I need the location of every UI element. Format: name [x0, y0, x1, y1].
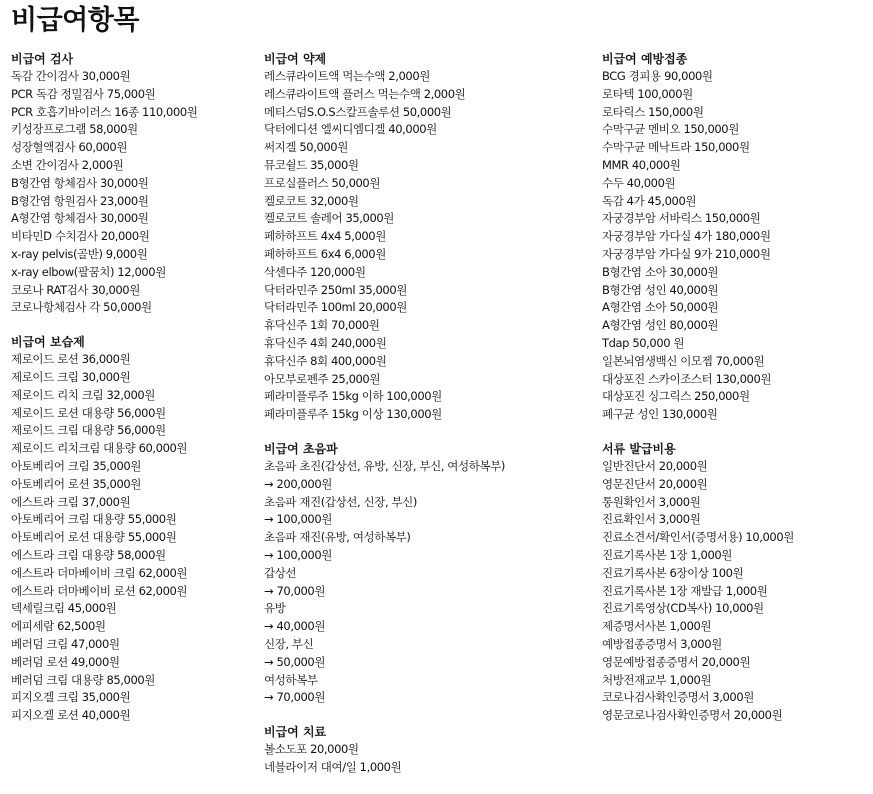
price-item: A형간염 성인 80,000원 — [602, 318, 719, 333]
price-item: → 70,000원 — [264, 690, 326, 705]
price-item: 레스큐라이트액 먹는수액 2,000원 — [264, 69, 430, 83]
price-item: 폐구균 성인 130,000원 — [602, 407, 718, 422]
price-item: 아토베리어 로션 대용량 55,000원 — [11, 530, 177, 545]
price-item: 에피세람 62,500원 — [11, 619, 106, 634]
price-item: 진료기록사본 1장 1,000원 — [602, 547, 733, 562]
price-item: 덱세릴크림 45,000원 — [11, 601, 117, 616]
price-item: 로타텍 100,000원 — [602, 86, 693, 101]
price-item: BCG 경피용 90,000원 — [602, 69, 713, 83]
price-item: 볼소도포 20,000원 — [264, 742, 359, 757]
price-item: 휴닥신주 1회 70,000원 — [264, 318, 380, 333]
price-item: 에스트라 크림 37,000원 — [11, 494, 131, 509]
price-item: 자궁경부암 서바릭스 150,000원 — [602, 211, 761, 226]
price-item: 켈로코트 32,000원 — [264, 193, 359, 208]
price-section — [602, 51, 870, 424]
price-item: 처방전재교부 1,000원 — [602, 672, 712, 687]
price-item: 뮤코쉴드 35,000원 — [264, 157, 359, 172]
price-item: PCR 독감 정밀검사 75,000원 — [11, 86, 156, 101]
price-item: 아토베리어 크림 대용량 55,000원 — [11, 512, 177, 527]
price-item: 에스트라 크림 대용량 58,000원 — [11, 547, 166, 562]
price-item: 베러덤 크림 47,000원 — [11, 636, 120, 651]
price-item: 에스트라 더마베이비 크림 62,000원 — [11, 565, 188, 580]
price-item: 비타민D 수치검사 20,000원 — [11, 229, 150, 244]
price-item: 통원확인서 3,000원 — [602, 494, 701, 509]
price-item: 제로이드 로션 대용량 56,000원 — [11, 405, 166, 420]
price-item: 제로이드 크림 대용량 56,000원 — [11, 423, 166, 438]
price-item: 일반진단서 20,000원 — [602, 458, 708, 473]
price-item: 여성하복부 — [264, 672, 318, 687]
price-item: 페하하프트 6x4 6,000원 — [264, 246, 386, 261]
price-item: 초음파 재진(유방, 여성하복부) — [264, 530, 411, 545]
price-column-2 — [264, 51, 594, 794]
section-title: 비급여 검사 — [11, 52, 74, 66]
price-column-3 — [602, 51, 870, 742]
price-item: 써지겔 50,000원 — [264, 140, 348, 155]
price-item: 일본뇌염생백신 이모젭 70,000원 — [602, 353, 765, 368]
price-item: 코로나 RAT검사 30,000원 — [11, 282, 140, 297]
price-item: 영문코로나검사확인증명서 20,000원 — [602, 708, 783, 723]
price-item: 제로이드 리치크림 대용량 60,000원 — [11, 441, 188, 456]
section-title: 서류 발급비용 — [602, 441, 676, 456]
price-item: 레스큐라이트액 플러스 먹는수액 2,000원 — [264, 86, 466, 101]
price-item: 수두 40,000원 — [602, 175, 676, 190]
section-title: 비급여 예방접종 — [602, 52, 688, 66]
price-item: 예방접종증명서 3,000원 — [602, 636, 722, 651]
price-item: 제로이드 크림 30,000원 — [11, 369, 131, 384]
price-item: 진료소견서/확인서(증명서용) 10,000원 — [602, 530, 794, 545]
price-item: B형간염 항체검사 30,000원 — [11, 175, 149, 190]
price-item: 삭센다주 120,000원 — [264, 264, 366, 279]
price-item: 베러덤 로션 49,000원 — [11, 654, 120, 669]
price-item: B형간염 소아 30,000원 — [602, 264, 719, 279]
price-item: A형간염 항체검사 30,000원 — [11, 211, 149, 226]
price-item: 대상포진 스카이조스터 130,000원 — [602, 371, 772, 386]
price-item: x-ray pelvis(골반) 9,000원 — [11, 246, 148, 261]
price-item: 독감 간이검사 30,000원 — [11, 69, 131, 83]
price-item: 키성장프로그램 58,000원 — [11, 122, 138, 137]
price-item: 페라미플루주 15kg 이상 130,000원 — [264, 407, 442, 422]
price-item: 초음파 재진(갑상선, 신장, 부신) — [264, 494, 417, 509]
price-item: 닥터라민주 100ml 20,000원 — [264, 300, 407, 315]
price-item: 페하하프트 4x4 5,000원 — [264, 229, 386, 244]
price-item: 코로나검사확인증명서 3,000원 — [602, 690, 754, 705]
price-item: 켈로코트 솔레어 35,000원 — [264, 211, 395, 226]
price-section — [264, 441, 594, 707]
price-item: → 50,000원 — [264, 654, 326, 669]
price-item: → 200,000원 — [264, 476, 332, 491]
price-item: 진료기록사본 1장 재발급 1,000원 — [602, 583, 768, 598]
price-item: 아토베리어 로션 35,000원 — [11, 476, 142, 491]
price-item: 아모부로펜주 25,000원 — [264, 371, 381, 386]
price-item: PCR 호흡기바이러스 16종 110,000원 — [11, 104, 198, 119]
price-item: 독감 4가 45,000원 — [602, 193, 697, 208]
price-item: 메티스덤S.O.S스칼프솔루션 50,000원 — [264, 104, 452, 119]
price-item: 코로나항체검사 각 50,000원 — [11, 300, 152, 315]
price-column-1 — [11, 51, 251, 742]
price-item: 제증명서사본 1,000원 — [602, 619, 712, 634]
price-item: 프로실플러스 50,000원 — [264, 175, 381, 190]
price-item: → 40,000원 — [264, 619, 326, 634]
section-title: 비급여 보습제 — [11, 335, 85, 350]
price-item: 유방 — [264, 601, 286, 616]
price-item: 진료기록사본 6장이상 100원 — [602, 565, 744, 580]
price-item: → 100,000원 — [264, 547, 332, 562]
price-item: 로타릭스 150,000원 — [602, 104, 704, 119]
price-item: 영문예방접종증명서 20,000원 — [602, 654, 751, 669]
price-item: → 100,000원 — [264, 512, 332, 527]
price-item: 성장혈액검사 60,000원 — [11, 140, 128, 155]
price-item: 소변 간이검사 2,000원 — [11, 157, 124, 172]
price-item: 베러덤 크림 대용량 85,000원 — [11, 672, 155, 687]
price-item: 네블라이저 대여/일 1,000원 — [264, 759, 402, 774]
price-section — [602, 441, 870, 725]
section-title: 비급여 약제 — [264, 52, 327, 66]
section-title: 비급여 초음파 — [264, 441, 338, 456]
price-item: A형간염 소아 50,000원 — [602, 300, 719, 315]
price-item: 영문진단서 20,000원 — [602, 476, 708, 491]
price-item: 제로이드 로션 36,000원 — [11, 352, 131, 367]
price-item: 진료확인서 3,000원 — [602, 512, 701, 527]
price-item: 대상포진 싱그릭스 250,000원 — [602, 389, 750, 404]
price-item: 닥터라민주 250ml 35,000원 — [264, 282, 407, 297]
price-item: 신장, 부신 — [264, 636, 314, 651]
page-title: 비급여항목 — [11, 5, 139, 36]
price-item: 갑상선 — [264, 565, 297, 580]
price-item: 휴닥신주 4회 240,000원 — [264, 335, 387, 350]
price-item: 진료기록영상(CD복사) 10,000원 — [602, 601, 764, 616]
price-item: 수막구균 멘비오 150,000원 — [602, 122, 739, 137]
price-item: 닥터에디션 엘씨디엠디겔 40,000원 — [264, 122, 437, 137]
price-item: 에스트라 더마베이비 로션 62,000원 — [11, 583, 188, 598]
price-item: Tdap 50,000 원 — [602, 335, 685, 350]
price-item: → 70,000원 — [264, 583, 326, 598]
price-item: 피지오겔 로션 40,000원 — [11, 708, 131, 723]
price-item: 수막구균 메낙트라 150,000원 — [602, 140, 750, 155]
price-item: 초음파 초진(갑상선, 유방, 신장, 부신, 여성하복부) — [264, 458, 505, 473]
price-section — [11, 51, 251, 317]
price-item: 자궁경부암 가다실 4가 180,000원 — [602, 229, 771, 244]
price-item: 아토베리어 크림 35,000원 — [11, 458, 142, 473]
price-section — [11, 334, 251, 725]
section-title: 비급여 치료 — [264, 725, 327, 740]
price-item: 페라미플루주 15kg 이하 100,000원 — [264, 389, 442, 404]
price-item: 제로이드 리치 크림 32,000원 — [11, 387, 155, 402]
price-item: 피지오겔 크림 35,000원 — [11, 690, 131, 705]
price-item: B형간염 성인 40,000원 — [602, 282, 719, 297]
price-item: 자궁경부암 가다실 9가 210,000원 — [602, 246, 771, 261]
price-item: B형간염 항원검사 23,000원 — [11, 193, 149, 208]
price-section — [264, 724, 594, 777]
price-item: MMR 40,000원 — [602, 157, 681, 172]
price-section — [264, 51, 594, 424]
price-item: 휴닥신주 8회 400,000원 — [264, 353, 387, 368]
price-item: x-ray elbow(팔꿈치) 12,000원 — [11, 264, 166, 279]
